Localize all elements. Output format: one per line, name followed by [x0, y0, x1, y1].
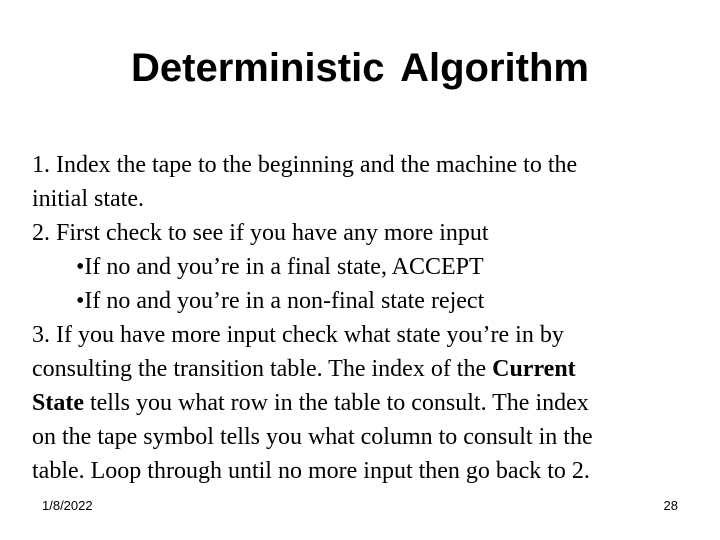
body-line-6: 3. If you have more input check what state you’re in by: [32, 322, 564, 348]
body-line-2: initial state.: [32, 186, 144, 212]
slide-title: Deterministic Algorithm: [131, 46, 589, 90]
body-line-8: [32, 386, 702, 420]
slide-body: [32, 148, 702, 488]
body-line-8-bold: State: [32, 390, 84, 416]
body-bullet-2: •If no and you’re in a non-final state reject: [76, 288, 485, 314]
body-line-1: 1. Index the tape to the beginning and the machine to the: [32, 152, 578, 178]
body-line-3: 2. First check to see if you have any more input: [32, 220, 489, 246]
footer-date: 1/8/2022: [42, 498, 93, 513]
body-line-9: on the tape symbol tells you what column to consult in the: [32, 424, 593, 450]
body-line-7: [32, 352, 702, 386]
body-line-7-bold: Current: [492, 356, 576, 382]
body-bullet-1: •If no and you’re in a final state, ACCEPT: [76, 254, 484, 280]
body-line-8-text: tells you what row in the table to consult. The index: [83, 390, 589, 416]
footer-page-number: 28: [663, 498, 678, 513]
body-line-10: table. Loop through until no more input then go back to 2.: [32, 458, 590, 484]
body-line-7-text: consulting the transition table. The index of the: [32, 356, 493, 382]
